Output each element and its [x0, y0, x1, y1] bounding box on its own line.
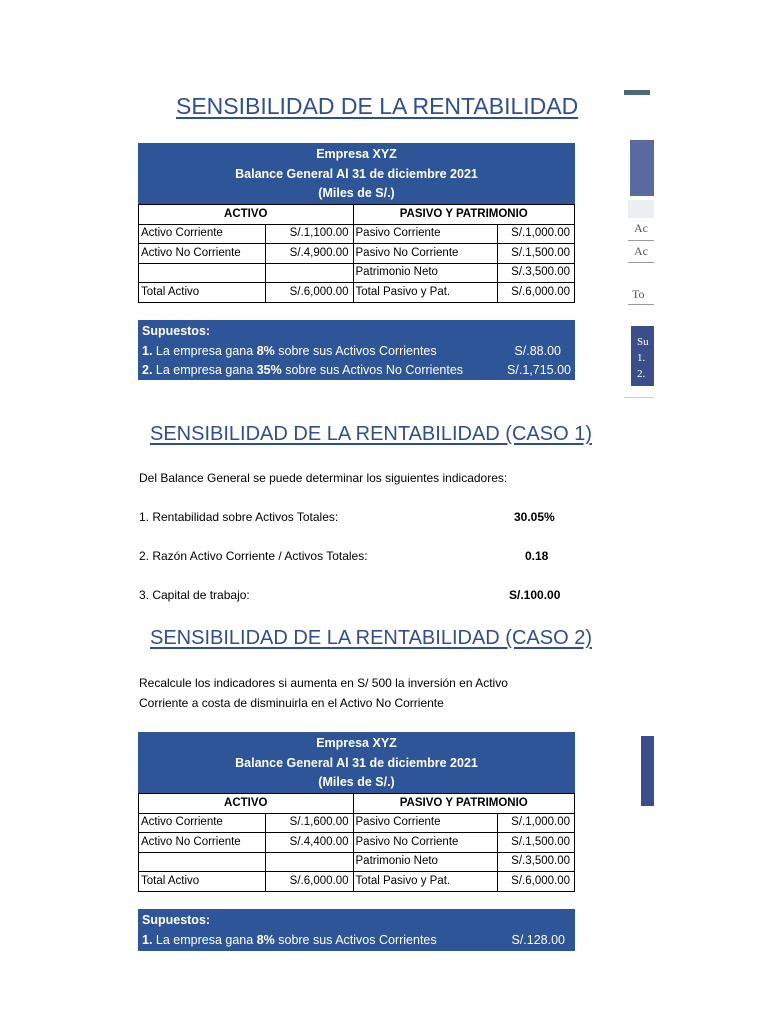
item-text: La empresa gana: [155, 932, 257, 947]
item-value: S/.88.00: [514, 343, 561, 358]
preview-supuestos-block: [631, 326, 654, 386]
cell: Activo No Corriente: [139, 244, 266, 264]
table-row: [139, 833, 575, 853]
cell: [265, 852, 353, 872]
item-pct: 8%: [256, 343, 275, 358]
table-header-row: [139, 794, 575, 814]
preview-text: Su: [637, 336, 649, 348]
cell: Total Activo: [139, 872, 266, 892]
cell: Pasivo No Corriente: [353, 833, 498, 853]
balance-header: [138, 732, 575, 794]
indicator-label: 1. Rentabilidad sobre Activos Totales:: [139, 510, 339, 524]
col-pasivo: PASIVO Y PATRIMONIO: [353, 794, 575, 814]
item-pct: 8%: [256, 932, 275, 947]
cell: S/.6,000.00: [265, 283, 353, 303]
balance-table: [138, 793, 575, 892]
table-row: [139, 283, 575, 303]
item-pct: 35%: [256, 363, 282, 377]
cell: Activo No Corriente: [139, 833, 266, 853]
preview-text: Ac: [634, 221, 648, 235]
preview-bar: [624, 90, 650, 95]
cell: Activo Corriente: [139, 813, 266, 833]
section-title-caso2: SENSIBILIDAD DE LA RENTABILIDAD (CASO 2): [150, 627, 592, 649]
supuesto-item: [142, 361, 571, 381]
preview-header-block: [630, 140, 654, 196]
cell: Pasivo Corriente: [353, 224, 498, 244]
item-num: 1.: [142, 932, 153, 947]
table-row: [139, 244, 575, 264]
cell: S/.1,500.00: [498, 833, 575, 853]
cell: Activo Corriente: [139, 224, 266, 244]
item-value: S/.1,715.00: [507, 363, 571, 377]
preview-block: [641, 736, 654, 806]
cell: S/.6,000.00: [265, 872, 353, 892]
balance-date: Balance General Al 31 de diciembre 2021: [235, 166, 478, 181]
cell: S/.3,500.00: [498, 263, 575, 283]
supuesto-item: [142, 342, 571, 362]
indicator-label: 2. Razón Activo Corriente / Activos Totales:: [139, 549, 368, 563]
cell: Total Pasivo y Pat.: [353, 872, 498, 892]
item-value: S/.128.00: [511, 932, 565, 947]
cell: Patrimonio Neto: [353, 852, 498, 872]
preview-shade: [628, 200, 654, 218]
cell: S/.6,000.00: [498, 872, 575, 892]
table-row: [139, 872, 575, 892]
cell: Patrimonio Neto: [353, 263, 498, 283]
cell: Total Activo: [139, 283, 266, 303]
page-title: SENSIBILIDAD DE LA RENTABILIDAD: [176, 93, 579, 119]
cell: S/.1,000.00: [498, 813, 575, 833]
item-num: 2.: [142, 363, 153, 377]
preview-text: 2.: [637, 368, 646, 380]
table-header-row: [139, 205, 575, 225]
cell: S/.1,000.00: [498, 224, 575, 244]
preview-text: To: [632, 287, 645, 301]
supuestos-box: [138, 909, 575, 951]
col-activo: ACTIVO: [139, 794, 354, 814]
cell: S/.4,400.00: [265, 833, 353, 853]
company-name: Empresa XYZ: [316, 736, 397, 750]
preview-line: [628, 262, 654, 263]
item-text: sobre sus Activos Corrientes: [274, 343, 437, 358]
preview-text: Ac: [634, 244, 648, 258]
indicator-value: 0.18: [525, 549, 549, 563]
item-num: 1.: [142, 343, 153, 358]
caso2-intro-line2: Corriente a costa de disminuirla en el Activo No Corriente: [139, 696, 444, 710]
indicator-value: S/.100.00: [509, 588, 561, 602]
cell: S/.1,100.00: [265, 224, 353, 244]
cell: S/.1,500.00: [498, 244, 575, 264]
item-text: La empresa gana: [155, 343, 257, 358]
cell: S/.1,600.00: [265, 813, 353, 833]
section-title-caso1: SENSIBILIDAD DE LA RENTABILIDAD (CASO 1): [150, 423, 592, 445]
company-name: Empresa XYZ: [316, 147, 397, 161]
item-text: sobre sus Activos Corrientes: [274, 932, 437, 947]
indicator-value: 30.05%: [514, 510, 555, 524]
col-activo: ACTIVO: [139, 205, 354, 225]
col-pasivo: PASIVO Y PATRIMONIO: [353, 205, 575, 225]
balance-header: [138, 143, 575, 205]
cell: S/.3,500.00: [498, 852, 575, 872]
supuestos-title: Supuestos:: [142, 324, 211, 338]
cell: S/.6,000.00: [498, 283, 575, 303]
item-text: sobre sus Activos No Corrientes: [281, 363, 464, 377]
cell: [139, 852, 266, 872]
item-text: La empresa gana: [155, 363, 257, 377]
cell: S/.4,900.00: [265, 244, 353, 264]
cell: [139, 263, 266, 283]
preview-line: [628, 304, 654, 305]
supuestos-title: Supuestos:: [142, 913, 211, 927]
balance-table: [138, 204, 575, 303]
table-row: [139, 813, 575, 833]
cell: Total Pasivo y Pat.: [353, 283, 498, 303]
cell: Pasivo No Corriente: [353, 244, 498, 264]
supuesto-item: [142, 931, 571, 951]
supuestos-box: [138, 320, 575, 380]
table-row: [139, 263, 575, 283]
caso1-intro: Del Balance General se puede determinar los siguientes indicadores:: [139, 471, 508, 485]
cell: Pasivo Corriente: [353, 813, 498, 833]
balance-units: (Miles de S/.): [318, 186, 395, 200]
caso2-intro-line1: Recalcule los indicadores si aumenta en S/ 500 la inversión en Activo: [139, 676, 508, 690]
balance-units: (Miles de S/.): [318, 775, 395, 789]
preview-line: [624, 397, 654, 398]
preview-text: 1.: [637, 352, 646, 364]
balance-date: Balance General Al 31 de diciembre 2021: [235, 755, 478, 770]
preview-line: [628, 240, 654, 241]
table-row: [139, 224, 575, 244]
cell: [265, 263, 353, 283]
indicator-label: 3. Capital de trabajo:: [139, 588, 250, 602]
table-row: [139, 852, 575, 872]
